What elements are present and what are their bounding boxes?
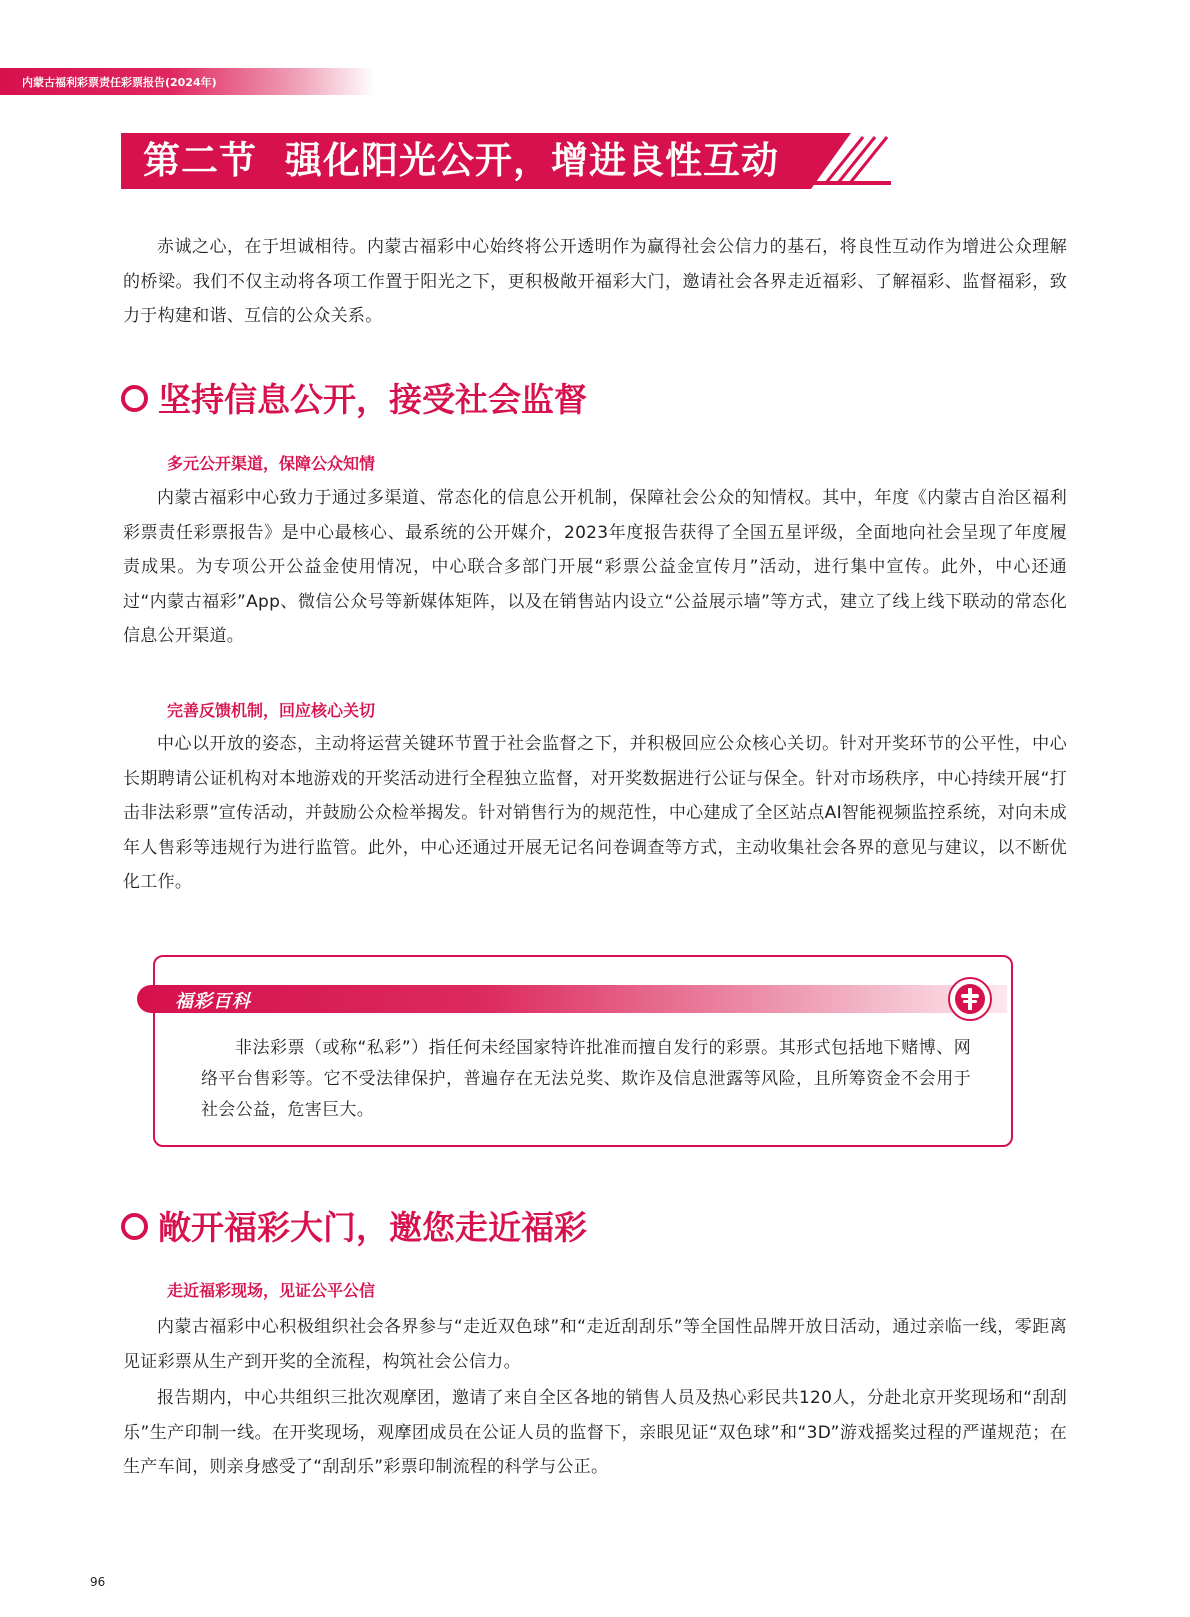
part2-sub1-heading: 走近福彩现场，见证公平公信 [167, 1281, 376, 1300]
intro-paragraph: 赤诚之心，在于坦诚相待。内蒙古福彩中心始终将公开透明作为赢得社会公信力的基石，将良性互动作为增进公众理解的桥梁。我们不仅主动将各项工作置于阳光之下，更积极敞开福彩大门，邀请社会各界走近福彩、了解福彩、监督福彩，致力于构建和谐、互信的公众关系。 [123, 237, 1067, 326]
section-number: 第二节 [143, 139, 257, 182]
info-box-label-band [137, 985, 1007, 1013]
section-heading: 强化阳光公开，增进良性互动 [285, 139, 779, 182]
sub2-paragraph: 中心以开放的姿态，主动将运营关键环节置于社会监督之下，并积极回应公众核心关切。针对开奖环节的公平性，中心长期聘请公证机构对本地游戏的开奖活动进行全程独立监督，对开奖数据进行公证与保全。针对市场秩序，中心持续开展“打击非法彩票”宣传活动，并鼓励公众检举揭发。针对销售行为的规范性，中心建成了全区站点AI智能视频监控系统，对向未成年人售彩等违规行为进行监管。此外，中心还通过开展无记名问卷调查等方式，主动收集社会各界的意见与建议，以不断优化工作。 [123, 734, 1067, 892]
section-banner [121, 133, 891, 189]
part2-heading-text: 敞开福彩大门，邀您走近福彩 [158, 1208, 587, 1247]
part2-heading [121, 1205, 587, 1251]
sub1-heading: 多元公开渠道，保障公众知情 [167, 454, 376, 473]
info-box-text: 非法彩票（或称“私彩”）指任何未经国家特许批准而擅自发行的彩票。其形式包括地下赌博、网络平台售彩等。它不受法律保护，普遍存在无法兑奖、欺诈及信息泄露等风险，且所筹资金不会用于社会公益，危害巨大。 [201, 1038, 971, 1120]
part1-heading-text: 坚持信息公开，接受社会监督 [158, 380, 587, 419]
part1-heading [121, 377, 587, 423]
page-number: 96 [90, 1575, 106, 1589]
part2-paragraph-1: 内蒙古福彩中心积极组织社会各界参与“走近双色球”和“走近刮刮乐”等全国性品牌开放日活动，通过亲临一线，零距离见证彩票从生产到开奖的全流程，构筑社会公信力。 [123, 1317, 1067, 1372]
welfare-lottery-logo-icon [948, 977, 992, 1021]
part2-paragraph-2: 报告期内，中心共组织三批次观摩团，邀请了来自全区各地的销售人员及热心彩民共120人，分赴北京开奖现场和“刮刮乐”生产印制一线。在开奖现场，观摩团成员在公证人员的监督下，亲眼见证“双色球”和“3D”游戏摇奖过程的严谨规范；在生产车间，则亲身感受了“刮刮乐”彩票印制流程的科学与公正。 [123, 1388, 1067, 1477]
section-title [143, 137, 779, 185]
sub1-paragraph: 内蒙古福彩中心致力于通过多渠道、常态化的信息公开机制，保障社会公众的知情权。其中，年度《内蒙古自治区福利彩票责任彩票报告》是中心最核心、最系统的公开媒介，2023年度报告获得了全国五星评级，全面地向社会呈现了年度履责成果。为专项公开公益金使用情况，中心联合多部门开展“彩票公益金宣传月”活动，进行集中宣传。此外，中心还通过“内蒙古福彩”App、微信公众号等新媒体矩阵，以及在销售站内设立“公益展示墙”等方式，建立了线上线下联动的常态化信息公开渠道。 [123, 488, 1067, 646]
sub2-heading: 完善反馈机制，回应核心关切 [167, 701, 376, 720]
running-header [0, 68, 375, 95]
report-title: 内蒙古福利彩票责任彩票报告(2024年) [22, 76, 217, 89]
circle-bullet-icon [121, 385, 148, 412]
info-box-label: 福彩百科 [175, 991, 251, 1012]
circle-bullet-icon [121, 1213, 148, 1240]
